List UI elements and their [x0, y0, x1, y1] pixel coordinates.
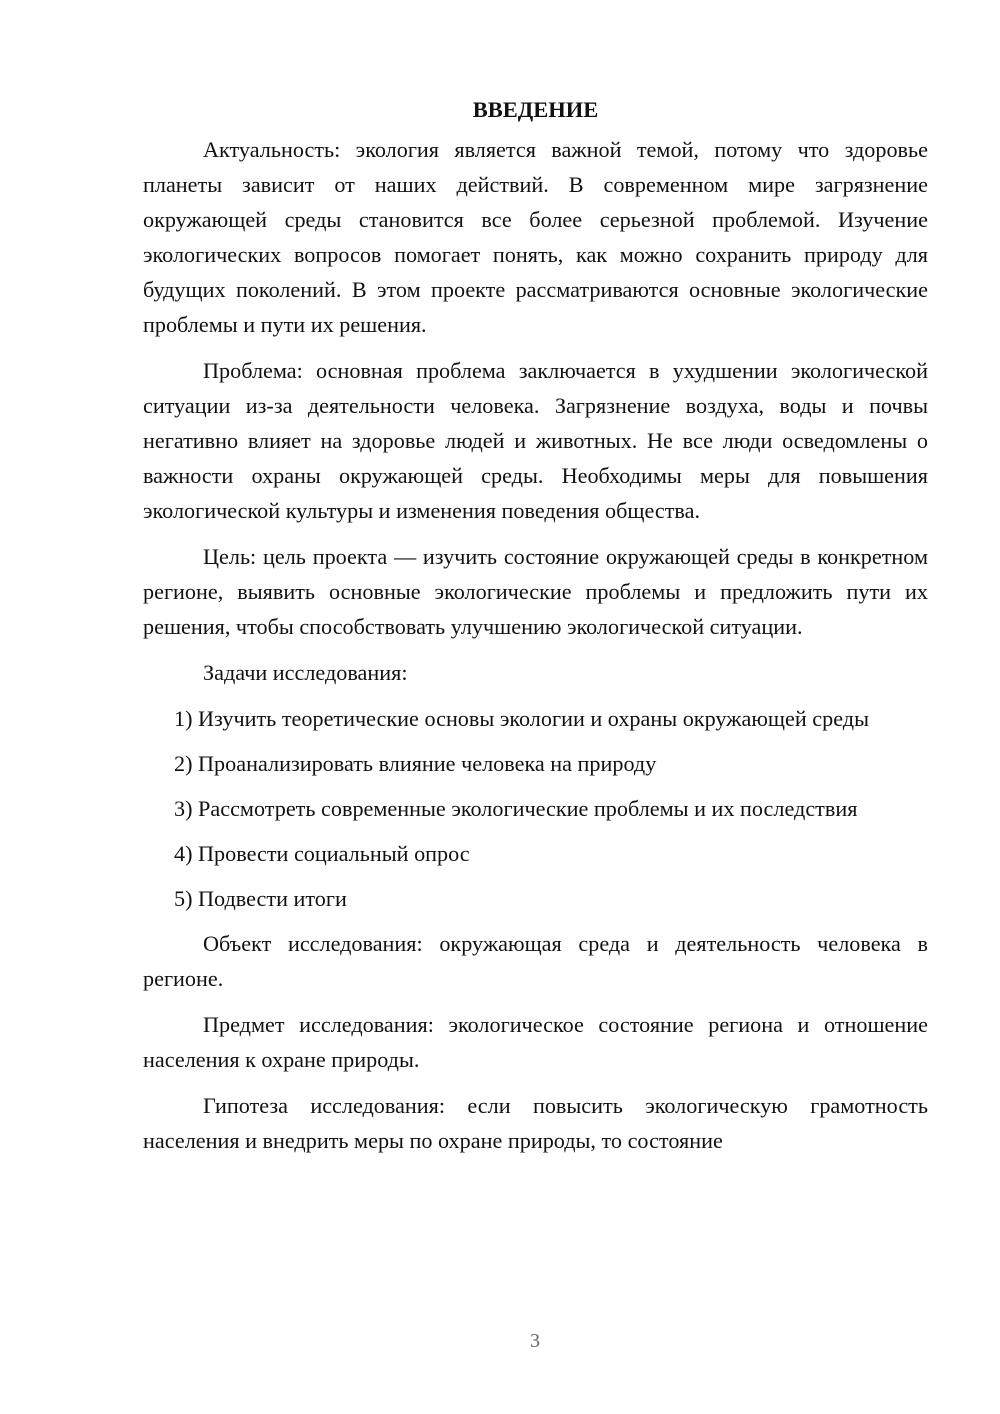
page-content	[143, 92, 928, 1169]
hypothesis-paragraph: Гипотеза исследования: если повысить экологическую грамотность населения и внедрить меры по охране природы, то состояние	[143, 1093, 928, 1153]
goal-paragraph: Цель: цель проекта — изучить состояние окружающей среды в конкретном регионе, выявить основные экологические проблемы и предложить пути их решения, чтобы способствовать улучшению экологической ситуации.	[143, 544, 928, 639]
task-item: 3) Рассмотреть современные экологические проблемы и их последствия	[174, 796, 858, 821]
page-number: 3	[530, 1330, 540, 1352]
object-paragraph: Объект исследования: окружающая среда и деятельность человека в регионе.	[143, 931, 928, 991]
relevance-paragraph: Актуальность: экология является важной темой, потому что здоровье планеты зависит от наших действий. В современном мире загрязнение окружающей среды становится все более серьезной проблемой. Изучение экологических вопросов помогает понять, как можно сохранить природу для будущих поколений. В этом проекте рассматриваются основные экологические проблемы и пути их решения.	[143, 137, 928, 337]
section-title: ВВЕДЕНИЕ	[472, 97, 599, 122]
task-item: 1) Изучить теоретические основы экологии и охраны окружающей среды	[174, 706, 869, 731]
task-item: 4) Провести социальный опрос	[174, 841, 470, 866]
tasks-heading: Задачи исследования:	[203, 660, 408, 685]
subject-paragraph: Предмет исследования: экологическое состояние региона и отношение населения к охране природы.	[143, 1012, 928, 1072]
task-item: 2) Проанализировать влияние человека на природу	[174, 751, 657, 776]
problem-paragraph: Проблема: основная проблема заключается в ухудшении экологической ситуации из-за деятельности человека. Загрязнение воздуха, воды и почвы негативно влияет на здоровье людей и животных. Не все люди осведомлены о важности охраны окружающей среды. Необходимы меры для повышения экологической культуры и изменения поведения общества.	[143, 358, 928, 523]
task-item: 5) Подвести итоги	[174, 886, 347, 911]
